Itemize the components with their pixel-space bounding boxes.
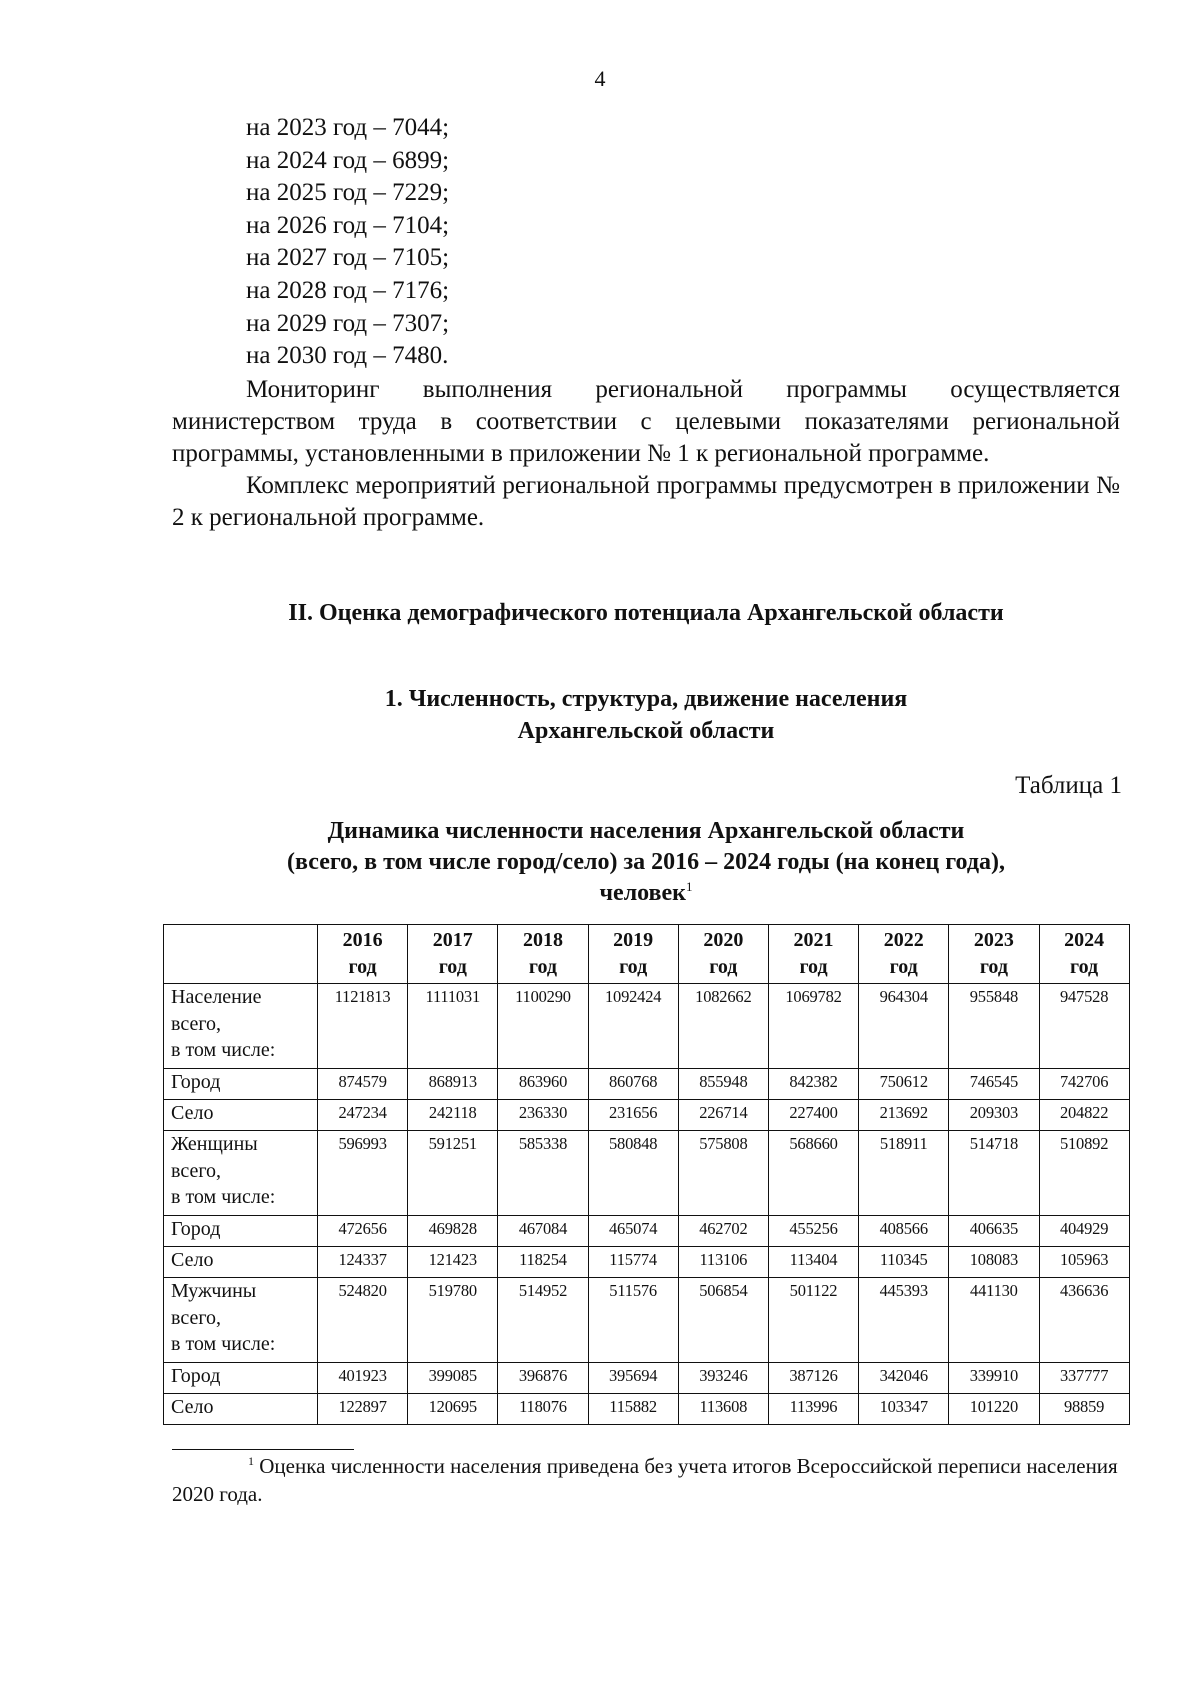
- header-year-value: 2018: [522, 929, 563, 951]
- table-cell: 742706: [1039, 1069, 1129, 1100]
- table-cell: 506854: [678, 1278, 768, 1363]
- table-cell: 1111031: [408, 984, 498, 1069]
- table-row: [164, 1278, 1130, 1363]
- row-label-line: в том числе:: [171, 1039, 276, 1061]
- table-cell: 339910: [949, 1363, 1039, 1394]
- target-2030: на 2030 год – 7480.: [246, 342, 449, 370]
- table-cell: 441130: [949, 1278, 1039, 1363]
- table-cell: 393246: [678, 1363, 768, 1394]
- row-label-line: Село: [171, 1102, 214, 1124]
- sub-heading: [172, 683, 1120, 747]
- table-cell: 118076: [498, 1394, 588, 1425]
- header-year: [588, 925, 678, 984]
- table-cell: 115882: [588, 1394, 678, 1425]
- table-cell: 247234: [318, 1100, 408, 1131]
- row-label: [164, 1069, 318, 1100]
- table-row: [164, 1394, 1130, 1425]
- row-label-line: Население: [171, 986, 262, 1008]
- table-cell: 964304: [859, 984, 949, 1069]
- table-row: [164, 1100, 1130, 1131]
- table-cell: 860768: [588, 1069, 678, 1100]
- table-cell: 113404: [768, 1247, 858, 1278]
- row-label-line: всего,: [171, 1306, 222, 1329]
- table-cell: 455256: [768, 1216, 858, 1247]
- table-cell: 115774: [588, 1247, 678, 1278]
- table-cell: 122897: [318, 1394, 408, 1425]
- header-year-word: год: [979, 956, 1008, 978]
- table-cell: 750612: [859, 1069, 949, 1100]
- target-2026: на 2026 год – 7104;: [246, 211, 450, 239]
- table-cell: 209303: [949, 1100, 1039, 1131]
- table-cell: 408566: [859, 1216, 949, 1247]
- table-cell: 868913: [408, 1069, 498, 1100]
- table-cell: 226714: [678, 1100, 768, 1131]
- header-year-word: год: [889, 956, 918, 978]
- activities-paragraph: Комплекс мероприятий региональной программы предусмотрен в приложении № 2 к региональной программе.: [172, 472, 1120, 531]
- table-cell: 863960: [498, 1069, 588, 1100]
- row-label-line: Город: [171, 1218, 221, 1240]
- table-cell: 947528: [1039, 984, 1129, 1069]
- header-year: [498, 925, 588, 984]
- header-year-word: год: [709, 956, 738, 978]
- header-year: [859, 925, 949, 984]
- table-cell: 467084: [498, 1216, 588, 1247]
- header-year: [768, 925, 858, 984]
- table-cell: 110345: [859, 1247, 949, 1278]
- row-label: [164, 1394, 318, 1425]
- table-cell: 404929: [1039, 1216, 1129, 1247]
- table-row: [164, 1216, 1130, 1247]
- table-title-line: (всего, в том числе город/село) за 2016 – 2024 годы (на конец года),: [287, 849, 1005, 875]
- table-cell: 113996: [768, 1394, 858, 1425]
- table-cell: 524820: [318, 1278, 408, 1363]
- table-cell: 231656: [588, 1100, 678, 1131]
- table-cell: 103347: [859, 1394, 949, 1425]
- table-cell: 591251: [408, 1131, 498, 1216]
- table-cell: 395694: [588, 1363, 678, 1394]
- header-year-word: год: [619, 956, 648, 978]
- row-label: [164, 1247, 318, 1278]
- table-body: [164, 984, 1130, 1425]
- table-cell: 387126: [768, 1363, 858, 1394]
- table-cell: 596993: [318, 1131, 408, 1216]
- table-cell: 501122: [768, 1278, 858, 1363]
- header-corner: [164, 925, 318, 984]
- table-cell: 113106: [678, 1247, 768, 1278]
- table-cell: 121423: [408, 1247, 498, 1278]
- header-year-word: год: [528, 956, 558, 978]
- table-cell: 511576: [588, 1278, 678, 1363]
- table-cell: 855948: [678, 1069, 768, 1100]
- row-label-line: Село: [171, 1249, 214, 1271]
- table-cell: 236330: [498, 1100, 588, 1131]
- table-row: [164, 984, 1130, 1069]
- table-title-line-last: [172, 878, 1120, 909]
- table-cell: 337777: [1039, 1363, 1129, 1394]
- section-heading: II. Оценка демографического потенциала Архангельской области: [288, 600, 1004, 626]
- table-row: [164, 1363, 1130, 1394]
- table-cell: 518911: [859, 1131, 949, 1216]
- table-cell: 1069782: [768, 984, 858, 1069]
- table-cell: 514718: [949, 1131, 1039, 1216]
- header-year-value: 2020: [703, 929, 744, 951]
- target-2027: на 2027 год – 7105;: [246, 244, 450, 272]
- table-cell: 118254: [498, 1247, 588, 1278]
- monitoring-paragraph: Мониторинг выполнения региональной программы осуществляется министерством труда в соответствии с целевыми показателями региональной программы, установленными в приложении № 1 к региональной программе.: [172, 376, 1120, 467]
- footnote-mark: 1: [248, 1454, 254, 1468]
- target-2023: на 2023 год – 7044;: [246, 114, 450, 141]
- row-label: [164, 1363, 318, 1394]
- sub-heading-line: 1. Численность, структура, движение населения: [384, 686, 908, 712]
- header-year-word: год: [799, 956, 828, 978]
- header-year: [678, 925, 768, 984]
- row-label-line: Мужчины: [171, 1280, 257, 1302]
- footnote-text: Оценка численности населения приведена без учета итогов Всероссийской переписи населения 2020 года.: [172, 1454, 1118, 1506]
- header-year-value: 2022: [883, 929, 924, 951]
- table-cell: 204822: [1039, 1100, 1129, 1131]
- row-label: [164, 1278, 318, 1363]
- row-label-line: Женщины: [171, 1133, 258, 1155]
- table-cell: 399085: [408, 1363, 498, 1394]
- footnote-divider: [172, 1449, 354, 1450]
- population-table: [163, 924, 1130, 1425]
- row-label-line: Село: [171, 1396, 214, 1418]
- header-year: [1039, 925, 1129, 984]
- table-cell: 465074: [588, 1216, 678, 1247]
- row-label: [164, 984, 318, 1069]
- row-label: [164, 1100, 318, 1131]
- table-cell: 472656: [318, 1216, 408, 1247]
- header-year-word: год: [348, 956, 377, 978]
- table-cell: 242118: [408, 1100, 498, 1131]
- header-year-value: 2017: [432, 929, 473, 951]
- header-year-word: год: [1070, 956, 1099, 978]
- row-label: [164, 1216, 318, 1247]
- header-year-value: 2016: [342, 929, 383, 951]
- table-title-unit: человек: [599, 880, 686, 906]
- row-label: [164, 1131, 318, 1216]
- table-cell: 462702: [678, 1216, 768, 1247]
- table-cell: 874579: [318, 1069, 408, 1100]
- table-row: [164, 1131, 1130, 1216]
- table-row: [164, 1069, 1130, 1100]
- table-cell: 342046: [859, 1363, 949, 1394]
- table-cell: 105963: [1039, 1247, 1129, 1278]
- target-2025: на 2025 год – 7229;: [246, 179, 450, 207]
- page-number: 4: [594, 66, 606, 91]
- target-2029: на 2029 год – 7307;: [246, 309, 450, 337]
- footnote-reference[interactable]: 1: [686, 879, 693, 894]
- table-cell: 1082662: [678, 984, 768, 1069]
- row-label-line: в том числе:: [171, 1333, 276, 1355]
- header-year-value: 2021: [793, 929, 834, 951]
- sub-heading-line: Архангельской области: [517, 718, 775, 744]
- table-cell: 955848: [949, 984, 1039, 1069]
- table-cell: 120695: [408, 1394, 498, 1425]
- table-cell: 1092424: [588, 984, 678, 1069]
- table-cell: 575808: [678, 1131, 768, 1216]
- row-label-line: всего,: [171, 1159, 222, 1182]
- table-cell: 585338: [498, 1131, 588, 1216]
- table-title-line: Динамика численности населения Архангельской области: [327, 818, 965, 844]
- table-cell: 227400: [768, 1100, 858, 1131]
- table-cell: 514952: [498, 1278, 588, 1363]
- table-cell: 519780: [408, 1278, 498, 1363]
- table-title: [172, 816, 1120, 909]
- table-cell: 445393: [859, 1278, 949, 1363]
- table-cell: 98859: [1039, 1394, 1129, 1425]
- target-2028: на 2028 год – 7176;: [246, 276, 450, 304]
- table-cell: 396876: [498, 1363, 588, 1394]
- table-cell: 510892: [1039, 1131, 1129, 1216]
- table-cell: 842382: [768, 1069, 858, 1100]
- table-cell: 746545: [949, 1069, 1039, 1100]
- row-label-line: всего,: [171, 1012, 222, 1035]
- table-cell: 213692: [859, 1100, 949, 1131]
- target-2024: на 2024 год – 6899;: [246, 146, 450, 174]
- table-cell: 436636: [1039, 1278, 1129, 1363]
- header-year: [318, 925, 408, 984]
- table-cell: 406635: [949, 1216, 1039, 1247]
- table-cell: 113608: [678, 1394, 768, 1425]
- table-cell: 124337: [318, 1247, 408, 1278]
- header-year-value: 2019: [613, 929, 654, 951]
- header-year: [408, 925, 498, 984]
- header-year-word: год: [438, 956, 467, 978]
- table-cell: 108083: [949, 1247, 1039, 1278]
- header-year-value: 2023: [973, 929, 1014, 951]
- header-year: [949, 925, 1039, 984]
- row-label-line: в том числе:: [171, 1186, 276, 1208]
- row-label-line: Город: [171, 1071, 221, 1093]
- table-cell: 401923: [318, 1363, 408, 1394]
- table-header-row: [164, 925, 1130, 984]
- table-cell: 580848: [588, 1131, 678, 1216]
- row-label-line: Город: [171, 1365, 221, 1387]
- table-row: [164, 1247, 1130, 1278]
- annual-targets-list: [246, 112, 449, 373]
- table-cell: 1121813: [318, 984, 408, 1069]
- table-cell: 101220: [949, 1394, 1039, 1425]
- table-label: Таблица 1: [1015, 772, 1122, 799]
- table-cell: 568660: [768, 1131, 858, 1216]
- table-cell: 1100290: [498, 984, 588, 1069]
- footnote: [172, 1452, 1120, 1508]
- header-year-value: 2024: [1064, 929, 1105, 951]
- table-cell: 469828: [408, 1216, 498, 1247]
